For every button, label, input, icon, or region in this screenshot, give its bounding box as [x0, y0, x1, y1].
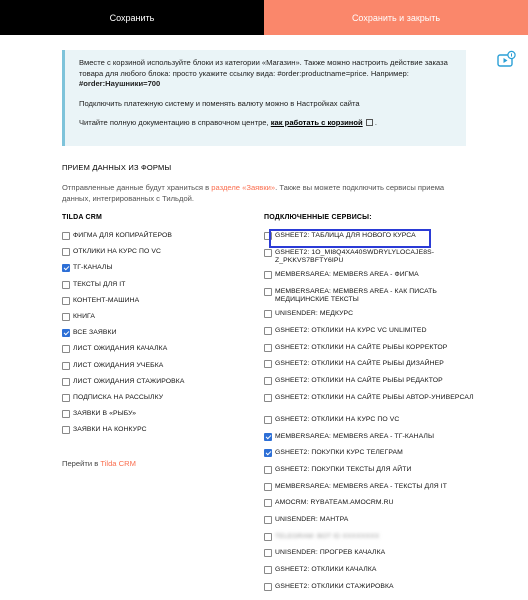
checkbox[interactable]: [264, 466, 272, 474]
checkbox-label: GSHEET2: ОТКЛИКИ НА КУРС ПО VC: [275, 415, 400, 423]
top-toolbar: [0, 0, 528, 35]
service-option[interactable]: [264, 416, 474, 433]
checkbox-label: GSHEET2: ОТКЛИКИ НА САЙТЕ РЫБЫ РЕДАКТОР: [275, 376, 443, 384]
checkbox-label: UNISENDER: МЕДКУРС: [275, 310, 354, 318]
checkbox[interactable]: [264, 377, 272, 385]
service-option[interactable]: [264, 466, 474, 483]
checkbox[interactable]: [62, 264, 70, 272]
checkbox-label: ФИГМА ДЛЯ КОПИРАЙТЕРОВ: [73, 232, 173, 239]
goto-tilda-crm: Перейти в Tilda CRM: [62, 459, 136, 468]
crm-option[interactable]: [62, 248, 247, 264]
crm-option[interactable]: [62, 313, 247, 329]
service-option[interactable]: [264, 433, 474, 450]
checkbox[interactable]: [62, 232, 70, 240]
crm-option[interactable]: [62, 378, 247, 394]
crm-option[interactable]: [62, 281, 247, 297]
service-option[interactable]: [264, 499, 474, 516]
external-link-icon: [366, 119, 373, 126]
checkbox[interactable]: [62, 410, 70, 418]
service-option[interactable]: [264, 288, 474, 310]
crm-option[interactable]: [62, 426, 247, 442]
checkbox[interactable]: [62, 362, 70, 370]
tilda-crm-heading: TILDA CRM: [62, 214, 103, 221]
checkbox-label: КОНТЕНТ-МАШИНА: [73, 296, 140, 304]
service-option[interactable]: [264, 394, 474, 416]
checkbox[interactable]: [264, 310, 272, 318]
requests-section-link[interactable]: разделе «Заявки»: [211, 183, 276, 192]
checkbox[interactable]: [264, 533, 272, 541]
checkbox[interactable]: [264, 483, 272, 491]
service-option[interactable]: [264, 249, 474, 271]
checkbox[interactable]: [62, 329, 70, 337]
checkbox[interactable]: [62, 248, 70, 256]
checkbox[interactable]: [264, 394, 272, 402]
checkbox[interactable]: [264, 499, 272, 507]
checkbox-label: TELEGRAM: BOT ID XXXXXXXX: [275, 532, 380, 540]
checkbox-label: GSHEET2: ОТКЛИКИ НА САЙТЕ РЫБЫ ДИЗАЙНЕР: [275, 360, 444, 368]
crm-option[interactable]: [62, 232, 247, 248]
service-option[interactable]: [264, 232, 474, 249]
crm-option[interactable]: [62, 264, 247, 280]
checkbox[interactable]: [62, 378, 70, 386]
form-data-description: Отправленные данные будут храниться в разделе «Заявки». Также вы можете подключить сервисы приема данных, интегрированных с Тильдой.: [62, 183, 445, 203]
order-example-code: #order:Наушники=700: [79, 79, 161, 88]
crm-option[interactable]: [62, 362, 247, 378]
info-paragraph-order: Вместе с корзиной используйте блоки из категории «Магазин». Также можно настроить действие заказа товара для любого блока: просто укажите ссылку вида: #order:productname=price. Например: #order:Наушники=700: [79, 58, 448, 88]
save-button[interactable]: Сохранить: [0, 0, 264, 35]
checkbox-label: ТГ-КАНАЛЫ: [73, 264, 113, 272]
checkbox[interactable]: [264, 271, 272, 279]
cart-docs-link[interactable]: как работать с корзиной: [270, 118, 363, 127]
checkbox-label: GSHEET2: ОТКЛИКИ НА КУРС VC UNLIMITED: [275, 326, 427, 334]
checkbox[interactable]: [264, 327, 272, 335]
checkbox-label: ВСЕ ЗАЯВКИ: [73, 329, 117, 337]
checkbox[interactable]: [62, 345, 70, 353]
crm-option[interactable]: [62, 297, 247, 313]
checkbox[interactable]: [264, 249, 272, 257]
checkbox[interactable]: [264, 232, 272, 240]
checkbox[interactable]: [264, 344, 272, 352]
video-help-icon[interactable]: [497, 50, 517, 70]
checkbox[interactable]: [264, 360, 272, 368]
checkbox-label: UNISENDER: ПРОГРЕВ КАЧАЛКА: [275, 549, 386, 557]
service-option[interactable]: [264, 271, 474, 288]
checkbox[interactable]: [264, 583, 272, 591]
service-option[interactable]: [264, 327, 474, 344]
service-option[interactable]: [264, 583, 474, 600]
info-paragraph-docs: Читайте полную документацию в справочном центре, как работать с корзиной .: [79, 118, 377, 127]
service-option[interactable]: [264, 566, 474, 583]
checkbox-label: ТЕКСТЫ ДЛЯ IT: [73, 280, 126, 288]
crm-option[interactable]: [62, 410, 247, 426]
checkbox[interactable]: [264, 416, 272, 424]
checkbox[interactable]: [264, 433, 272, 441]
checkbox[interactable]: [62, 297, 70, 305]
crm-option[interactable]: [62, 345, 247, 361]
checkbox-label: GSHEET2: 1O_MI8Q4XA40SWDRYLYLOCAJE8S-Z_PKKVS7BFTY6IPU: [275, 248, 435, 265]
info-paragraph-payment: Подключить платежную систему и поменять валюту можно в Настройках сайта: [79, 98, 360, 108]
service-option[interactable]: [264, 310, 474, 327]
checkbox[interactable]: [62, 313, 70, 321]
checkbox[interactable]: [264, 288, 272, 296]
tilda-crm-list: [62, 232, 247, 442]
cart-info-box: [62, 50, 466, 146]
service-option[interactable]: [264, 533, 474, 550]
service-option[interactable]: [264, 516, 474, 533]
checkbox-label: GSHEET2: ПОКУПКИ ТЕКСТЫ ДЛЯ АЙТИ: [275, 466, 412, 474]
checkbox-label: ЗАЯВКИ В «РЫБУ»: [73, 410, 137, 418]
checkbox-label: GSHEET2: ОТКЛИКИ НА САЙТЕ РЫБЫ КОРРЕКТОР: [275, 343, 448, 351]
checkbox[interactable]: [62, 394, 70, 402]
checkbox-label: GSHEET2: ПОКУПКИ КУРС ТЕЛЕГРАМ: [275, 449, 403, 457]
checkbox-label: ЛИСТ ОЖИДАНИЯ СТАЖИРОВКА: [73, 377, 185, 385]
service-option[interactable]: [264, 360, 474, 377]
checkbox-label: ЗАЯВКИ НА КОНКУРС: [73, 426, 147, 434]
checkbox-label: ОТКЛИКИ НА КУРС ПО VC: [73, 248, 162, 256]
checkbox-label: MEMBERSAREA: MEMBERS AREA - КАК ПИСАТЬ МЕДИЦИНСКИЕ ТЕКСТЫ: [275, 287, 437, 304]
service-option[interactable]: [264, 483, 474, 500]
save-and-close-button[interactable]: Сохранить и закрыть: [264, 0, 528, 35]
checkbox-label: GSHEET2: ОТКЛИКИ НА САЙТЕ РЫБЫ АВТОР-УНИВЕРСАЛ: [275, 393, 474, 401]
checkbox-label: MEMBERSAREA: MEMBERS AREA - ТЕКСТЫ ДЛЯ IT: [275, 482, 448, 490]
checkbox-label: UNISENDER: МАНТРА: [275, 516, 349, 524]
tilda-crm-link[interactable]: Tilda CRM: [100, 459, 136, 468]
checkbox-label: ЛИСТ ОЖИДАНИЯ УЧЕБКА: [73, 361, 164, 369]
checkbox-label: ПОДПИСКА НА РАССЫЛКУ: [73, 393, 164, 401]
checkbox-label: GSHEET2: ТАБЛИЦА ДЛЯ НОВОГО КУРСА: [275, 232, 416, 239]
checkbox[interactable]: [264, 549, 272, 557]
checkbox[interactable]: [62, 426, 70, 434]
checkbox-label: ЛИСТ ОЖИДАНИЯ КАЧАЛКА: [73, 345, 168, 353]
checkbox[interactable]: [264, 516, 272, 524]
connected-services-heading: ПОДКЛЮЧЕННЫЕ СЕРВИСЫ:: [264, 214, 372, 221]
checkbox[interactable]: [264, 566, 272, 574]
checkbox[interactable]: [62, 281, 70, 289]
form-data-title: ПРИЕМ ДАННЫХ ИЗ ФОРМЫ: [62, 163, 172, 172]
crm-option[interactable]: [62, 394, 247, 410]
service-option[interactable]: [264, 377, 474, 394]
checkbox-label: GSHEET2: ОТКЛИКИ СТАЖИРОВКА: [275, 582, 394, 590]
service-option[interactable]: [264, 449, 474, 466]
connected-services-list: [264, 232, 474, 600]
checkbox[interactable]: [264, 449, 272, 457]
checkbox-label: MEMBERSAREA: MEMBERS AREA - ФИГМА: [275, 271, 419, 279]
service-option[interactable]: [264, 549, 474, 566]
checkbox-label: MEMBERSAREA: MEMBERS AREA - ТГ-КАНАЛЫ: [275, 432, 435, 440]
checkbox-label: AMOCRM: RYBATEAM.AMOCRM.RU: [275, 499, 394, 507]
crm-option[interactable]: [62, 329, 247, 345]
checkbox-label: GSHEET2: ОТКЛИКИ КАЧАЛКА: [275, 566, 377, 574]
service-option[interactable]: [264, 344, 474, 361]
checkbox-label: КНИГА: [73, 312, 96, 320]
